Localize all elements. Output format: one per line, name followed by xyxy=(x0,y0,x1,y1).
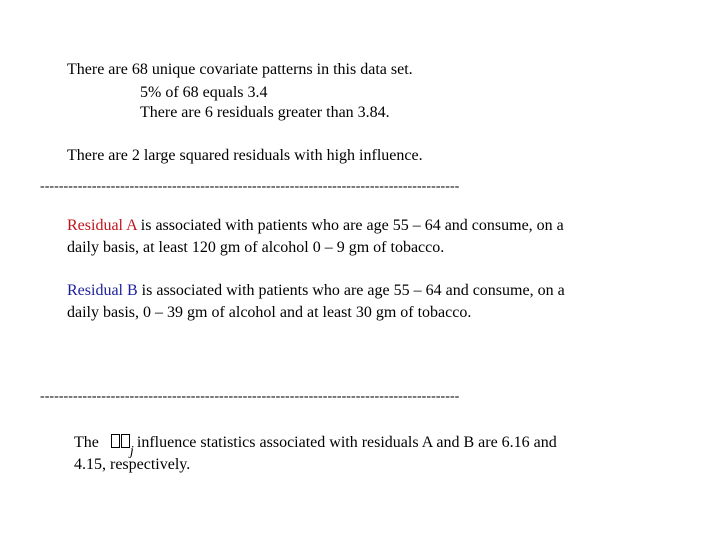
influence-statistic-symbol xyxy=(103,432,134,459)
dashed-separator-top: ----------------------------------------------------------------------------------------- xyxy=(40,180,460,194)
summary-line-patterns: There are 68 unique covariate patterns in this data set. xyxy=(67,61,413,78)
summary-line-five-percent: 5% of 68 equals 3.4 xyxy=(140,84,268,101)
residual-a-text: is associated with patients who are age 55 – 64 and consume, on a xyxy=(140,217,564,234)
residual-b-line2: daily basis, 0 – 39 gm of alcohol and at least 30 gm of tobacco. xyxy=(67,304,472,321)
summary-line-residual-count: There are 6 residuals greater than 3.84. xyxy=(140,104,390,121)
missing-glyph-box xyxy=(121,434,130,448)
influence-line2: 4.15, respectively. xyxy=(74,456,191,473)
residual-a-label: Residual A xyxy=(67,217,137,234)
residual-b-text: is associated with patients who are age 55 – 64 and consume, on a xyxy=(141,282,565,299)
residual-b-label: Residual B xyxy=(67,282,138,299)
residual-b-line1 xyxy=(67,281,565,301)
missing-glyph-box xyxy=(111,434,120,448)
influence-line1 xyxy=(74,432,557,459)
influence-subscript: j xyxy=(129,444,134,459)
influence-text: influence statistics associated with residuals A and B are 6.16 and xyxy=(136,434,557,451)
residual-a-line1 xyxy=(67,216,564,236)
influence-prefix: The xyxy=(74,434,99,451)
residual-a-line2: daily basis, at least 120 gm of alcohol 0 – 9 gm of tobacco. xyxy=(67,239,445,256)
dashed-separator-bottom: ----------------------------------------------------------------------------------------- xyxy=(40,390,460,404)
summary-line-high-influence: There are 2 large squared residuals with high influence. xyxy=(67,147,423,164)
